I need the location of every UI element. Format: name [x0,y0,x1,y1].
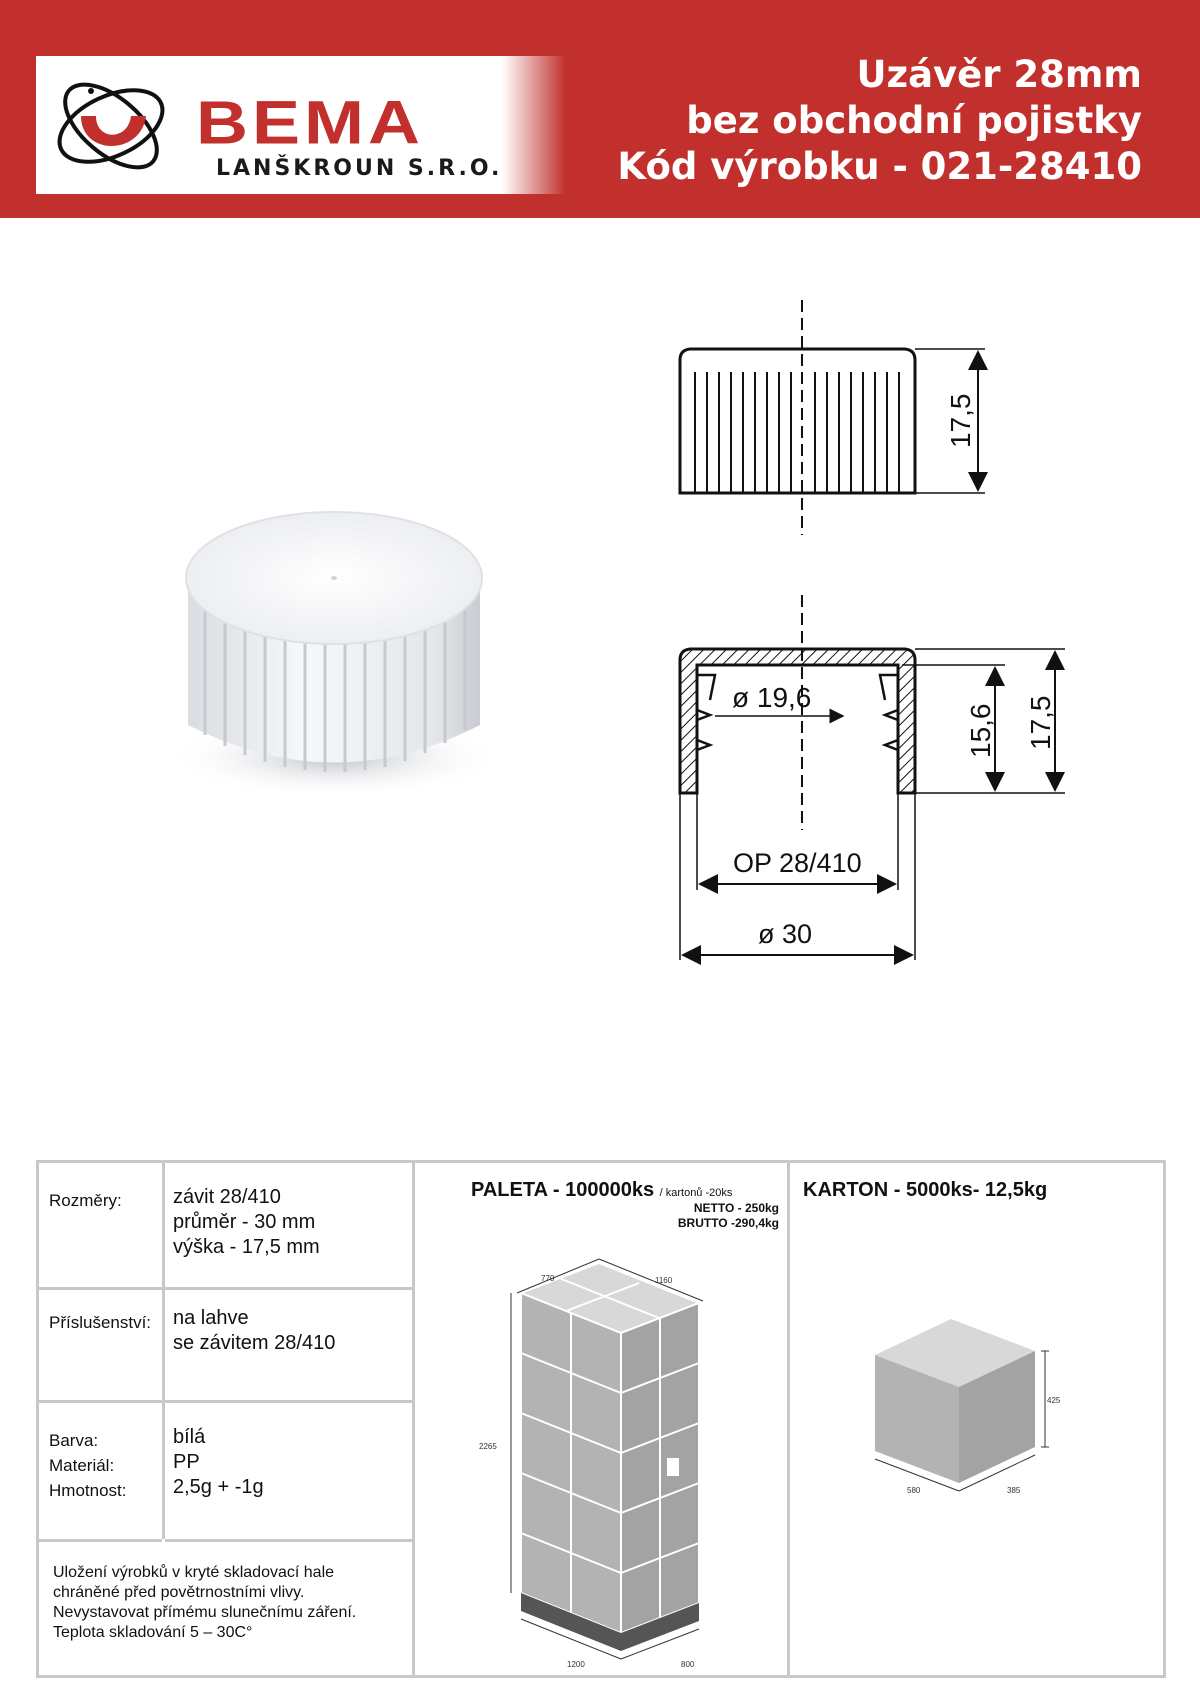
barva-label: Barva: [49,1431,99,1450]
prislusenstvi-label: Příslušenství: [49,1313,152,1332]
rozmery-label: Rozměry: [49,1191,122,1210]
karton-title: KARTON - 5000ks- 12,5kg [803,1179,1048,1201]
section-view [680,595,1065,960]
dim-total-height: 17,5 [1025,695,1056,750]
rozmery-value-3: výška - 17,5 mm [173,1236,320,1258]
paleta-brutto: BRUTTO -290,4kg [677,1216,779,1230]
storage-note-line-4: Teplota skladování 5 – 30C° [53,1624,253,1641]
spec-table [36,1160,1166,1678]
title-line-2: bez obchodní pojistky [686,99,1142,142]
carton-illustration [869,1303,1129,1523]
brand-name: BEMA [196,88,424,157]
paleta-dim-bottom-right: 800 [681,1660,695,1669]
prislusenstvi-value-1: na lahve [173,1307,249,1329]
paleta-netto: NETTO - 250kg [693,1201,779,1215]
hmotnost-label: Hmotnost: [49,1481,127,1500]
property-values [173,1425,264,1500]
property-labels [49,1428,126,1503]
dim-inner-height: 15,6 [965,703,996,758]
prislusenstvi-values [173,1306,335,1356]
storage-note-line-3: Nevystavovat přímému slunečnímu záření. [53,1604,357,1621]
dim-inner-diameter: ø 19,6 [732,682,812,713]
storage-note-line-1: Uložení výrobků v kryté skladovací hale [53,1564,335,1581]
storage-note-line-2: chráněné před povětrnostními vlivy. [53,1584,305,1601]
dim-thread: OP 28/410 [733,848,862,878]
paleta-label: PALETA - [471,1179,560,1201]
bema-logo-icon [36,56,206,194]
paleta-title [471,1179,732,1202]
rozmery-value-2: průměr - 30 mm [173,1211,316,1233]
hmotnost-value: 2,5g + -1g [173,1476,264,1498]
title-line-3: Kód výrobku - 021-28410 [617,145,1142,188]
paleta-dim-height: 2265 [479,1442,497,1451]
side-view [680,300,985,535]
storage-note [53,1563,356,1643]
header-banner [0,0,1200,218]
technical-drawings [640,260,1090,980]
material-label: Materiál: [49,1456,115,1475]
prislusenstvi-value-2: se závitem 28/410 [173,1332,336,1354]
material-value: PP [173,1451,200,1473]
rozmery-value-1: závit 28/410 [173,1186,281,1208]
brand-subtitle: LANŠKROUN S.R.O. [216,156,503,181]
paleta-dim-top-right: 1160 [655,1276,673,1285]
cap-photo [150,480,510,820]
karton-dim-height: 425 [1047,1396,1061,1405]
paleta-dim-top-left: 770 [541,1274,555,1283]
paleta-weights [599,1201,779,1231]
company-logo [36,56,566,194]
pallet-illustration [449,1253,769,1673]
paleta-cartons: / kartonů -20ks [659,1187,733,1199]
product-title [617,52,1142,190]
rozmery-values [173,1185,320,1260]
paleta-count: 100000ks [565,1179,655,1201]
barva-value: bílá [173,1426,206,1448]
paleta-dim-bottom-left: 1200 [567,1660,585,1669]
dim-outer-diameter: ø 30 [758,919,813,949]
karton-dim-bottom-left: 580 [907,1486,921,1495]
title-line-1: Uzávěr 28mm [856,53,1142,96]
dim-height-top: 17,5 [945,393,976,448]
karton-dim-bottom-right: 385 [1007,1486,1021,1495]
